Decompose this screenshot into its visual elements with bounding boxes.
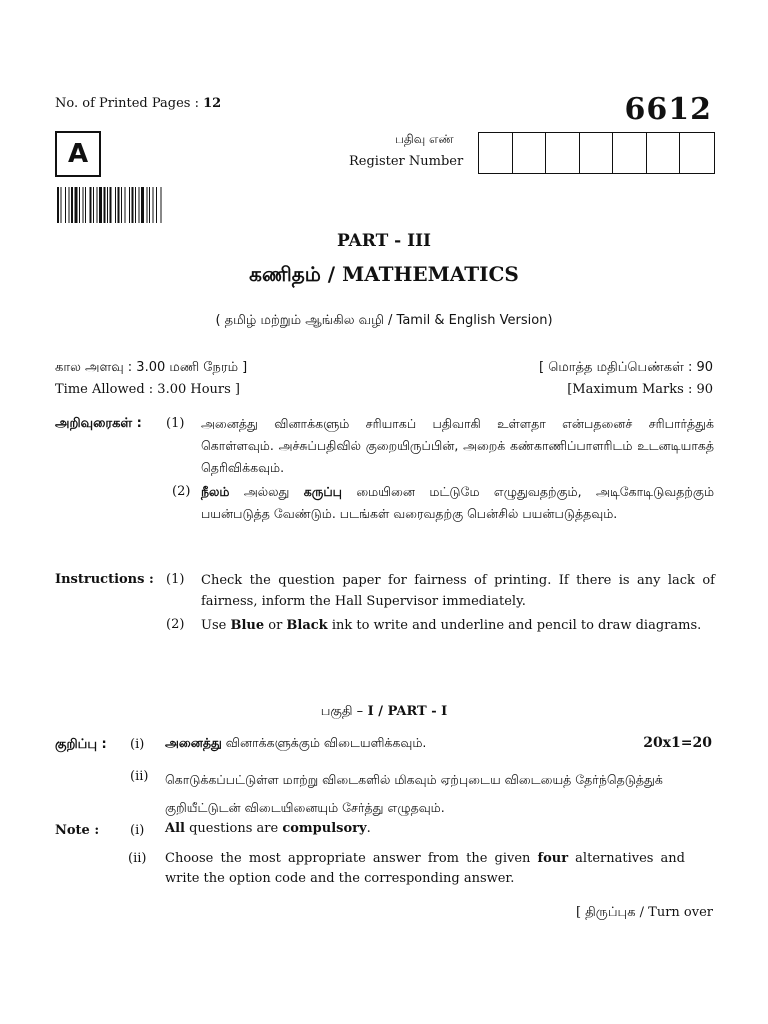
note-tamil-number: (ii) <box>130 769 149 784</box>
paper-code: 6612 <box>624 92 712 127</box>
printed-pages-value: 12 <box>203 96 222 111</box>
note-english-label: Note : <box>55 823 100 838</box>
register-digit-box <box>613 133 647 173</box>
note-tamil-label: குறிப்பு : <box>55 737 107 752</box>
note-english-number: (ii) <box>128 851 147 866</box>
ink-black-tamil: கருப்பு <box>303 484 342 499</box>
instruction-tamil-text: நீலம் அல்லது கருப்பு மையினை மட்டுமே எழுதுவதற்கும், அடிகோடிடுவதற்கும் பயன்படுத்த வேண்டும். படங்கள் வரைவதற்கு பென்சில் பயன்படுத்தவும். <box>201 484 714 521</box>
instruction-tamil-number: (1) <box>166 416 185 431</box>
printed-pages-label: No. of Printed Pages : <box>55 96 199 111</box>
printed-pages-line <box>55 96 221 111</box>
instruction-english-text: Check the question paper for fairness of printing. If there is any lack of fairness, inform the Hall Supervisor immediately. <box>201 573 715 609</box>
instructions-english-label: Instructions : <box>55 572 154 587</box>
instruction-english-number: (2) <box>166 617 185 632</box>
instructions-tamil-label: அறிவுரைகள் : <box>55 416 142 431</box>
time-allowed-english: Time Allowed : 3.00 Hours ] <box>55 382 241 397</box>
instruction-tamil-number: (2) <box>172 484 191 499</box>
register-digit-box <box>580 133 614 173</box>
note-tamil-text: அனைத்து வினாக்களுக்கும் விடையளிக்கவும். <box>165 735 427 750</box>
register-digit-box <box>680 133 714 173</box>
register-digit-box <box>479 133 513 173</box>
register-digit-box <box>513 133 547 173</box>
note-english-text: All questions are compulsory. <box>165 821 371 836</box>
note-english-text: Choose the most appropriate answer from the given four alternatives and write the option code and the corresponding answer. <box>165 851 685 886</box>
register-number-boxes <box>478 132 715 174</box>
turn-over-note: [ திருப்புக / Turn over <box>575 905 713 920</box>
register-digit-box <box>546 133 580 173</box>
ink-blue: Blue <box>230 618 265 633</box>
register-digit-box <box>647 133 681 173</box>
register-label-english: Register Number <box>349 154 464 169</box>
ink-blue-tamil: நீலம் <box>201 484 230 499</box>
instruction-tamil-text: அனைத்து வினாக்களும் சரியாகப் பதிவாகி உள்ளதா என்பதனைச் சரிபார்த்துக் கொள்ளவும். அச்சுப்பதிவில் குறையிருப்பின், அறைக் கண்காணிப்பாளரிடம் உடனடியாகத் தெரிவிக்கவும். <box>201 416 714 475</box>
part1-heading: பகுதி – I / PART - I <box>320 704 448 719</box>
barcode-image <box>57 187 225 223</box>
instruction-english-number: (1) <box>166 572 185 587</box>
register-label-tamil: பதிவு எண் <box>395 132 454 146</box>
max-marks-tamil: [ மொத்த மதிப்பெண்கள் : 90 <box>539 360 713 375</box>
marks-scheme: 20x1=20 <box>643 735 712 751</box>
ink-black: Black <box>286 618 328 633</box>
part-heading: PART - III <box>337 231 431 251</box>
instruction-english-text: Use Blue or Black ink to write and underline and pencil to draw diagrams. <box>201 618 702 633</box>
time-allowed-tamil: கால அளவு : 3.00 மணி நேரம் ] <box>55 360 248 375</box>
max-marks-english: [Maximum Marks : 90 <box>567 382 713 397</box>
series-box: A <box>55 131 101 177</box>
note-tamil-number: (i) <box>130 737 145 752</box>
version-line: ( தமிழ் மற்றும் ஆங்கில வழி / Tamil & English Version) <box>215 313 553 328</box>
note-tamil-text: கொடுக்கப்பட்டுள்ள மாற்று விடைகளில் மிகவும் ஏற்புடைய விடையைத் தேர்ந்தெடுத்துக் குறியீட்டுடன் விடையினையும் சேர்த்து எழுதவும். <box>165 772 663 815</box>
note-english-number: (i) <box>130 823 145 838</box>
subject-heading: கணிதம் / MATHEMATICS <box>249 262 519 286</box>
